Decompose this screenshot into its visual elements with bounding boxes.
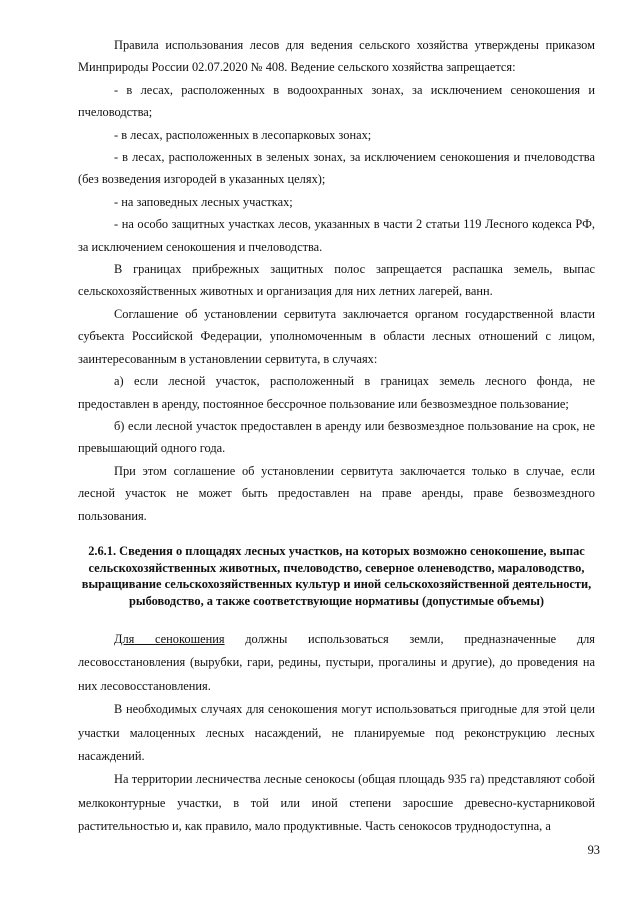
body-text-bottom [78, 628, 595, 839]
paragraph: б) если лесной участок предоставлен в аренду или безвозмездное пользование на срок, не превышающий одного года. [78, 418, 595, 456]
paragraph [78, 628, 595, 698]
paragraph: - в лесах, расположенных в лесопарковых зонах; [114, 127, 372, 142]
paragraph: Соглашение об установлении сервитута заключается органом государственной власти субъекта Российской Федерации, уполномоченным в области лесных отношений с лицом, заинтересованным в установлении сервитута, в случаях: [78, 306, 595, 366]
paragraph-rest: должны использоваться земли, предназначенные для лесовосстановления (вырубки, гари, редины, пустыри, прогалины и другие), до проведения на них лесовосстановления. [78, 632, 596, 693]
paragraph: На территории лесничества лесные сенокосы (общая площадь 935 га) представляют собой мелкоконтурные участки, в той или иной степени заросшие древесно-кустарниковой растительностью и, как правило, мало продуктивные. Часть сенокосов труднодоступна, а [78, 772, 595, 834]
paragraph: В границах прибрежных защитных полос запрещается распашка земель, выпас сельскохозяйственных животных и организация для них летних лагерей, ванн. [78, 262, 595, 299]
paragraph: - в лесах, расположенных в зеленых зонах, за исключением сенокошения и пчеловодства (без возведения изгородей в указанных целях); [78, 150, 595, 187]
paragraph: - на особо защитных участках лесов, указанных в части 2 статьи 119 Лесного кодекса РФ, за исключением сенокошения и пчеловодства. [78, 217, 595, 254]
underlined-phrase: Для сенокошения [114, 632, 225, 646]
paragraph: Правила использования лесов для ведения сельского хозяйства утверждены приказом Минприроды России 02.07.2020 № 408. Ведение сельского хозяйства запрещается: [78, 38, 595, 75]
paragraph: При этом соглашение об установлении сервитута заключается только в случае, если лесной участок не может быть предоставлен на праве аренды, праве безвозмездного пользования. [78, 463, 595, 523]
body-text-top [78, 34, 595, 527]
paragraph: - на заповедных лесных участках; [114, 194, 293, 209]
page-number: 93 [587, 843, 600, 857]
section-heading: 2.6.1. Сведения о площадях лесных участков, на которых возможно сенокошение, выпас сельскохозяйственных животных, пчеловодство, северное оленеводство, мараловодство, выращивание сельскохозяйственных культур и иной сельскохозяйственной деятельности, рыбоводство, а также соответствующие нормативы (допустимые объемы) [81, 544, 592, 608]
paragraph: а) если лесной участок, расположенный в границах земель лесного фонда, не предоставлен в аренду, постоянное бессрочное пользование или безвозмездное пользование; [78, 374, 595, 411]
paragraph: В необходимых случаях для сенокошения могут использоваться пригодные для этой цели участки малоценных лесных насаждений, не планируемые под реконструкцию лесных насаждений. [78, 702, 595, 764]
paragraph: - в лесах, расположенных в водоохранных зонах, за исключением сенокошения и пчеловодства; [78, 82, 595, 120]
